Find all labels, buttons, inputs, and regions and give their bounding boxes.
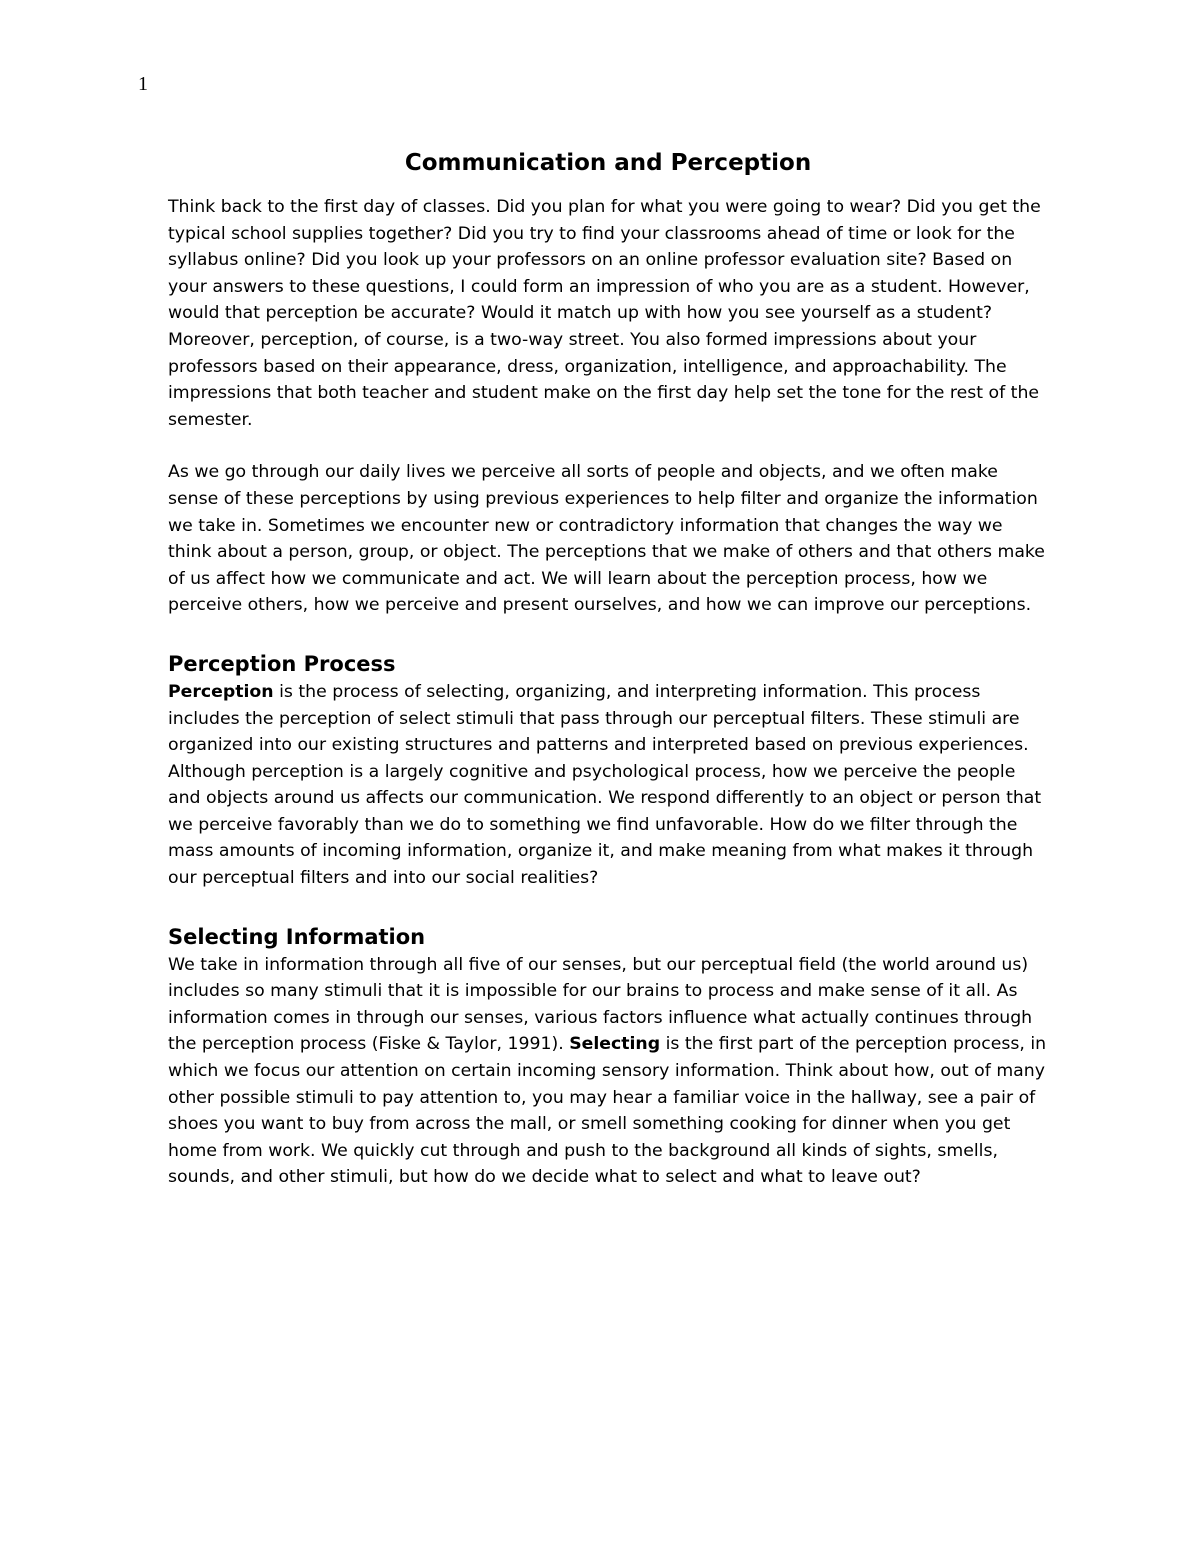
- selecting-information-paragraph: [168, 952, 1048, 1191]
- term-perception: Perception: [168, 681, 274, 702]
- selecting-information-text-before: We take in information through all five of our senses, but our perceptual field (the world around us) includes so many stimuli that it is impossible for our brains to process and make sense of it all. As information comes in through our senses, various factors influence what actually continues through the perception process (Fiske & Taylor, 1991).: [168, 954, 1033, 1055]
- term-selecting: Selecting: [569, 1034, 661, 1055]
- document-title: Communication and Perception: [404, 150, 812, 176]
- page-number: 1: [138, 73, 148, 95]
- selecting-information-text-after: is the first part of the perception process, in which we focus our attention on certain incoming sensory information. Think about how, out of many other possible stimuli to pay attention to, you may hear a familiar voice in the hallway, see a pair of shoes you want to buy from across the mall, or smell something cooking for dinner when you get home from work. We quickly cut through and push to the background all kinds of sights, smells, sounds, and other stimuli, but how do we decide what to select and what to leave out?: [168, 1034, 1047, 1188]
- intro-paragraph-1: Think back to the first day of classes. Did you plan for what you were going to wear? Did you get the typical school supplies together? Did you try to find your classrooms ahead of time or look for the syllabus online? Did you look up your professors on an online professor evaluation site? Based on your answers to these questions, I could form an impression of who you are as a student. However, would that perception be accurate? Would it match up with how you see yourself as a student? Moreover, perception, of course, is a two-way street. You also formed impressions about your professors based on their appearance, dress, organization, intelligence, and approachability. The impressions that both teacher and student make on the first day help set the tone for the rest of the semester.: [168, 197, 1041, 430]
- perception-process-paragraph: [168, 679, 1048, 892]
- intro-paragraph-2: As we go through our daily lives we perceive all sorts of people and objects, and we often make sense of these perceptions by using previous experiences to help filter and organize the information we take in. Sometimes we encounter new or contradictory information that changes the way we think about a person, group, or object. The perceptions that we make of others and that others make of us affect how we communicate and act. We will learn about the perception process, how we perceive others, how we perceive and present ourselves, and how we can improve our perceptions.: [168, 462, 1045, 616]
- section-heading-selecting-information: Selecting Information: [168, 924, 426, 949]
- section-heading-perception-process: Perception Process: [168, 651, 396, 676]
- perception-process-text: is the process of selecting, organizing, and interpreting information. This process includes the perception of select stimuli that pass through our perceptual filters. These stimuli are organized into our existing structures and patterns and interpreted based on previous experiences. Although perception is a largely cognitive and psychological process, how we perceive the people and objects around us affects our communication. We respond differently to an object or person that we perceive favorably than we do to something we find unfavorable. How do we filter through the mass amounts of incoming information, organize it, and make meaning from what makes it through our perceptual filters and into our social realities?: [168, 681, 1042, 889]
- document-body: [168, 144, 1048, 1191]
